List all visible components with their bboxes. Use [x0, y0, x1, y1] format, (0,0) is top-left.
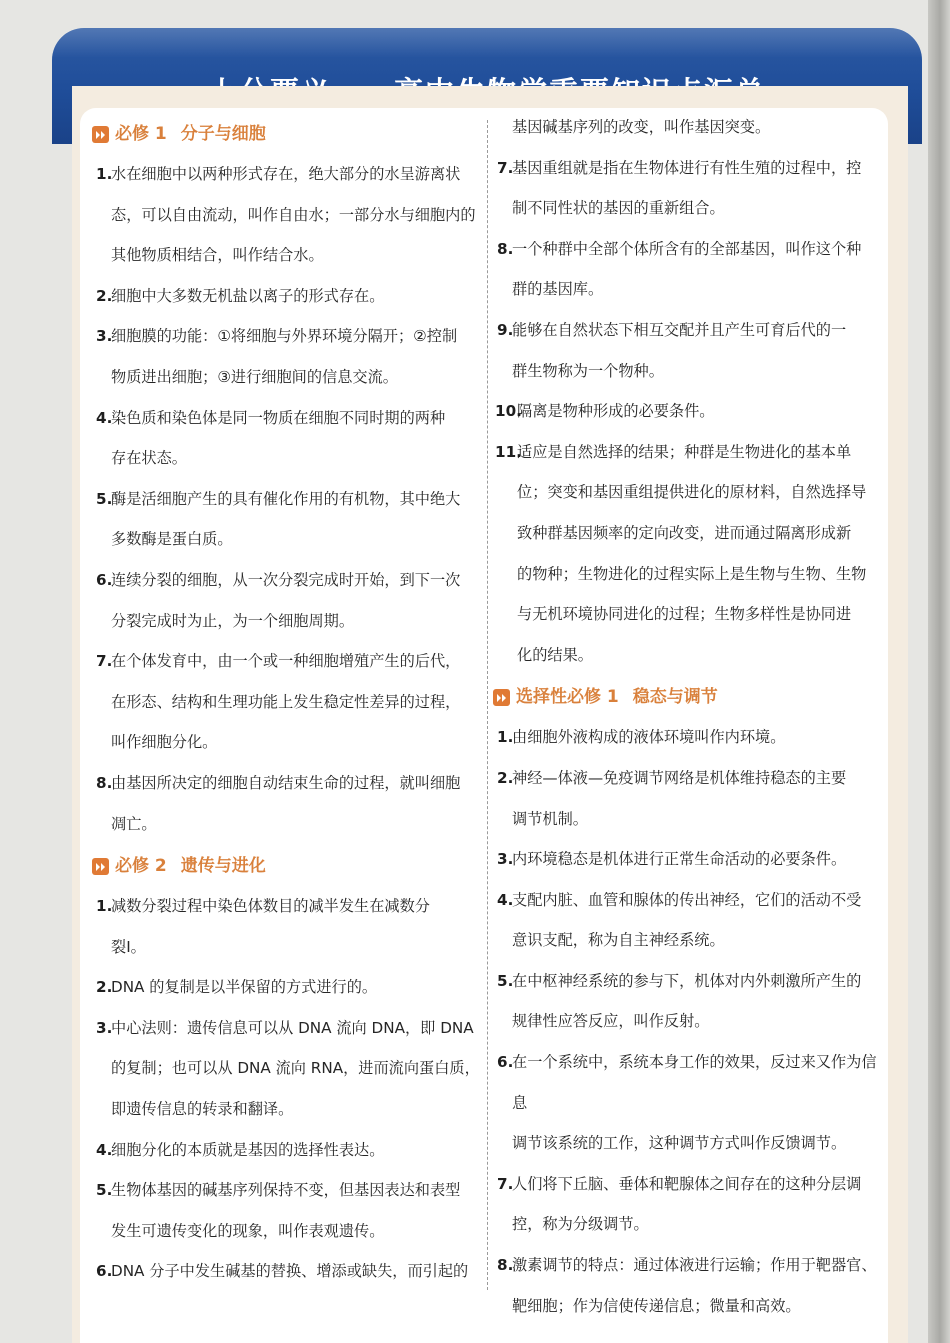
item-text-line: 细胞中大多数无机盐以离子的形式存在。: [111, 286, 385, 305]
item-number: 1.: [96, 165, 113, 183]
item-text-line: 调节机制。: [512, 809, 588, 828]
item-text-line: 激素调节的特点：通过体液进行运输；作用于靶器官、: [512, 1256, 877, 1275]
knowledge-point: [92, 398, 480, 479]
item-text-line: 染色质和染色体是同一物质在细胞不同时期的两种: [111, 408, 446, 427]
item-number: 4.: [497, 890, 514, 909]
page-binding-edge: [928, 0, 950, 1343]
item-text-line: 分裂完成时为止，为一个细胞周期。: [111, 611, 354, 630]
left-column: [92, 112, 480, 1292]
item-text-line: 支配内脏、血管和腺体的传出神经，它们的活动不受: [512, 890, 862, 909]
section-title: 分子与细胞: [180, 123, 266, 144]
item-number: 8.: [96, 773, 113, 792]
double-arrow-icon: [92, 126, 109, 143]
item-number: 8.: [497, 1256, 514, 1275]
item-number: 7.: [497, 1174, 514, 1193]
item-number: 10.: [495, 402, 522, 421]
knowledge-point: [493, 391, 885, 432]
section-heading: [493, 677, 885, 717]
item-text-line: 多数酶是蛋白质。: [111, 530, 233, 549]
item-text-line: 位；突变和基因重组提供进化的原材料，自然选择导: [517, 483, 867, 502]
item-text-line: 裂Ⅰ。: [111, 937, 146, 956]
knowledge-point: [493, 758, 885, 839]
item-text-line: DNA 的复制是以半保留的方式进行的。: [111, 978, 378, 997]
item-number: 2.: [96, 286, 113, 305]
knowledge-point: [92, 886, 480, 967]
item-number: 4.: [96, 1140, 113, 1159]
item-number: 1.: [497, 728, 514, 747]
item-text-line: 内环境稳态是机体进行正常生命活动的必要条件。: [512, 850, 847, 869]
item-text-line: 即遗传信息的转录和翻译。: [111, 1100, 294, 1119]
section-code: 必修 2: [115, 855, 167, 876]
item-text-line: 神经—体液—免疫调节网络是机体维持稳态的主要: [512, 768, 847, 787]
item-number: 7.: [96, 652, 113, 671]
item-text-line: 细胞分化的本质就是基因的选择性表达。: [111, 1140, 385, 1159]
item-text-line: 规律性应答反应，叫作反射。: [512, 1012, 710, 1031]
item-text-line: 在形态、结构和生理功能上发生稳定性差异的过程，: [111, 692, 461, 711]
knowledge-point: [92, 276, 480, 317]
item-number: 7.: [497, 158, 514, 177]
item-text-line: 酶是活细胞产生的具有催化作用的有机物，其中绝大: [111, 489, 461, 508]
knowledge-point: [92, 1170, 480, 1251]
item-number: 2.: [96, 978, 113, 997]
right-column: [493, 107, 885, 1326]
item-number: 6.: [96, 570, 113, 589]
knowledge-point: [92, 560, 480, 641]
item-number: 6.: [497, 1053, 514, 1072]
section-code: 选择性必修 1: [516, 687, 619, 708]
item-text-line: 群的基因库。: [512, 280, 604, 299]
item-text-line: 能够在自然状态下相互交配并且产生可育后代的一: [512, 320, 847, 339]
knowledge-point: [493, 717, 885, 758]
knowledge-point: [493, 229, 885, 310]
item-number: 1.: [96, 897, 113, 916]
item-text-line: 人们将下丘脑、垂体和靶腺体之间存在的这种分层调: [512, 1174, 862, 1193]
double-arrow-icon: [92, 858, 109, 875]
item-number: 5.: [497, 971, 514, 990]
item-text-line: 调节该系统的工作，这种调节方式叫作反馈调节。: [512, 1134, 847, 1153]
item-text-line: 在中枢神经系统的参与下，机体对内外刺激所产生的: [512, 971, 862, 990]
knowledge-point: [92, 479, 480, 560]
item-text-line: 控，称为分级调节。: [512, 1215, 649, 1234]
item-text-line: 减数分裂过程中染色体数目的减半发生在减数分: [111, 897, 430, 916]
item-text-line: 态，可以自由流动，叫作自由水；一部分水与细胞内的: [111, 205, 476, 224]
item-text-line: 叫作细胞分化。: [111, 733, 218, 752]
item-text-line: 意识支配，称为自主神经系统。: [512, 931, 725, 950]
knowledge-point: [493, 880, 885, 961]
knowledge-point: [92, 154, 480, 276]
item-number: 6.: [96, 1262, 113, 1281]
item-number: 8.: [497, 239, 514, 258]
item-text-line: 生物体基因的碱基序列保持不变，但基因表达和表型: [111, 1181, 461, 1200]
item-number: 3.: [497, 850, 514, 869]
item-text-line: 由细胞外液构成的液体环境叫作内环境。: [512, 728, 786, 747]
item-number: 9.: [497, 320, 514, 339]
knowledge-point: [493, 1245, 885, 1326]
item-text-line: 在一个系统中，系统本身工作的效果，反过来又作为信息: [512, 1053, 877, 1112]
knowledge-point: [493, 310, 885, 391]
item-text-line: 连续分裂的细胞，从一次分裂完成时开始，到下一次: [111, 570, 461, 589]
knowledge-point: [493, 839, 885, 880]
item-text-line: 靶细胞；作为信使传递信息；微量和高效。: [512, 1296, 801, 1315]
item-number: 5.: [96, 489, 113, 508]
item-text-line: 的复制；也可以从 DNA 流向 RNA，进而流向蛋白质，: [111, 1059, 480, 1078]
knowledge-point: [92, 641, 480, 763]
item-text-line: 其他物质相结合，叫作结合水。: [111, 246, 324, 265]
continued-text: 基因碱基序列的改变，叫作基因突变。: [512, 118, 771, 136]
item-text-line: 适应是自然选择的结果；种群是生物进化的基本单: [517, 442, 852, 461]
item-text-line: 发生可遗传变化的现象，叫作表观遗传。: [111, 1221, 385, 1240]
item-text-line: 细胞膜的功能：①将细胞与外界环境分隔开；②控制: [111, 327, 458, 346]
item-text-line: 群生物称为一个物种。: [512, 361, 664, 380]
item-text-line: 由基因所决定的细胞自动结束生命的过程，就叫细胞: [111, 773, 461, 792]
item-number: 3.: [96, 1018, 113, 1037]
item-text-line: DNA 分子中发生碱基的替换、增添或缺失，而引起的: [111, 1262, 469, 1281]
knowledge-point: [493, 961, 885, 1042]
section-title: 稳态与调节: [632, 687, 718, 708]
knowledge-point: [493, 432, 885, 676]
knowledge-point: [92, 967, 480, 1008]
knowledge-point: [92, 1130, 480, 1171]
banner-gloss: [52, 28, 922, 58]
item-text-line: 存在状态。: [111, 449, 187, 468]
item-text-line: 凋亡。: [111, 814, 157, 833]
knowledge-point: [493, 1164, 885, 1245]
knowledge-point: [92, 1251, 480, 1292]
item-text-line: 致种群基因频率的定向改变，进而通过隔离形成新: [517, 523, 852, 542]
item-text-line: 在个体发育中，由一个或一种细胞增殖产生的后代，: [111, 652, 461, 671]
item-text-line: 制不同性状的基因的重新组合。: [512, 199, 725, 218]
item-text-line: 水在细胞中以两种形式存在，绝大部分的水呈游离状: [111, 165, 461, 183]
knowledge-point: [92, 1008, 480, 1130]
item-text-line: 化的结果。: [517, 645, 593, 664]
section-title: 遗传与进化: [180, 855, 266, 876]
item-text-line: 一个种群中全部个体所含有的全部基因，叫作这个种: [512, 239, 862, 258]
column-divider: [487, 120, 488, 1290]
knowledge-point: [493, 1042, 885, 1164]
section-code: 必修 1: [115, 123, 167, 144]
item-text-line: 基因重组就是指在生物体进行有性生殖的过程中，控: [512, 158, 862, 177]
section-heading: [92, 114, 480, 154]
knowledge-point: [493, 148, 885, 229]
section-heading: [92, 846, 480, 886]
item-number: 3.: [96, 327, 113, 346]
knowledge-point: [92, 316, 480, 397]
item-text-line: 的物种；生物进化的过程实际上是生物与生物、生物: [517, 564, 867, 583]
item-number: 4.: [96, 408, 113, 427]
item-text-line: 中心法则：遗传信息可以从 DNA 流向 DNA，即 DNA: [111, 1018, 474, 1037]
item-number: 11.: [495, 442, 522, 461]
item-number: 2.: [497, 768, 514, 787]
double-arrow-icon: [493, 689, 510, 706]
item-number: 5.: [96, 1181, 113, 1200]
item-text-line: 与无机环境协同进化的过程；生物多样性是协同进: [517, 605, 852, 624]
item-text-line: 隔离是物种形成的必要条件。: [517, 402, 715, 421]
knowledge-point: [92, 763, 480, 844]
item-text-line: 物质进出细胞；③进行细胞间的信息交流。: [111, 367, 398, 386]
